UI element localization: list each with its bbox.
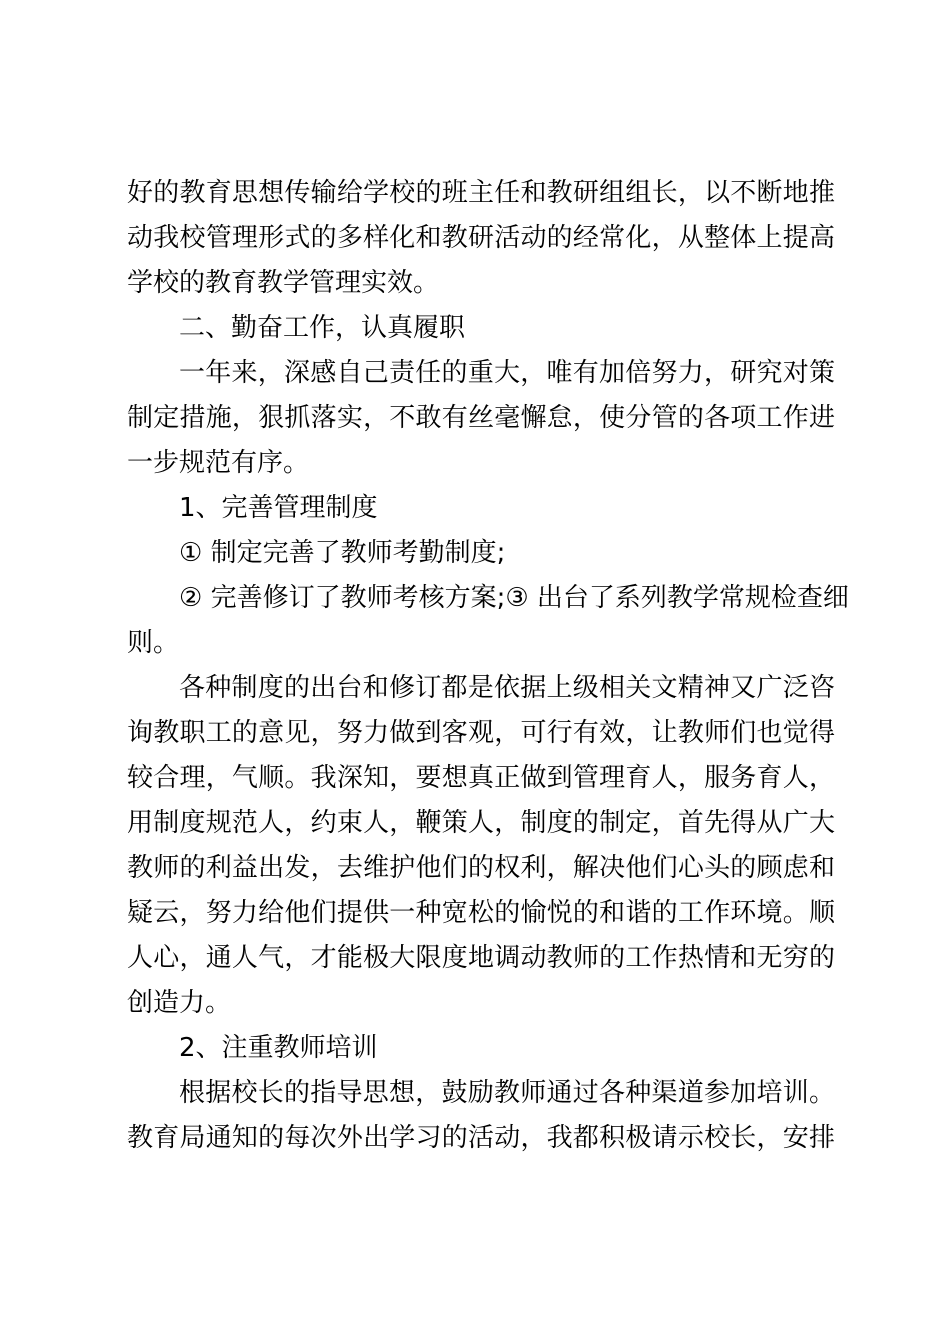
text-line: 教育局通知的每次外出学习的活动，我都积极请示校长，安排	[127, 1123, 835, 1153]
text-line: 则。	[127, 628, 180, 658]
text-line: 制定措施，狠抓落实，不敢有丝毫懈怠，使分管的各项工作进	[127, 403, 835, 433]
text-line: 疑云，努力给他们提供一种宽松的愉悦的和谐的工作环境。顺	[127, 898, 835, 928]
text-line: 人心，通人气，才能极大限度地调动教师的工作热情和无穷的	[127, 943, 835, 973]
text-line: 询教职工的意见，努力做到客观，可行有效，让教师们也觉得	[127, 718, 835, 748]
text-line: 一步规范有序。	[127, 448, 310, 478]
document-body	[127, 171, 849, 1161]
list-item: ① 制定完善了教师考勤制度;	[179, 538, 506, 568]
section-heading: 二、勤奋工作，认真履职	[179, 313, 466, 343]
text-line: 动我校管理形式的多样化和教研活动的经常化，从整体上提高	[127, 223, 835, 253]
text-line: 各种制度的出台和修订都是依据上级相关文精神又广泛咨	[179, 673, 835, 703]
subsection-heading: 1、完善管理制度	[179, 493, 378, 523]
text-line: 较合理，气顺。我深知，要想真正做到管理育人，服务育人，	[127, 763, 835, 793]
text-line: 用制度规范人，约束人，鞭策人，制度的制定，首先得从广大	[127, 808, 835, 838]
text-line: 创造力。	[127, 988, 232, 1018]
subsection-heading: 2、注重教师培训	[179, 1033, 378, 1063]
text-line: 一年来，深感自己责任的重大，唯有加倍努力，研究对策	[179, 358, 835, 388]
text-line: 根据校长的指导思想，鼓励教师通过各种渠道参加培训。	[179, 1078, 835, 1108]
text-line: 好的教育思想传输给学校的班主任和教研组组长，以不断地推	[127, 178, 835, 208]
text-line: 教师的利益出发，去维护他们的权利，解决他们心头的顾虑和	[127, 853, 835, 883]
text-line: 学校的教育教学管理实效。	[127, 268, 440, 298]
list-item: ② 完善修订了教师考核方案;③ 出台了系列教学常规检查细	[179, 583, 849, 613]
